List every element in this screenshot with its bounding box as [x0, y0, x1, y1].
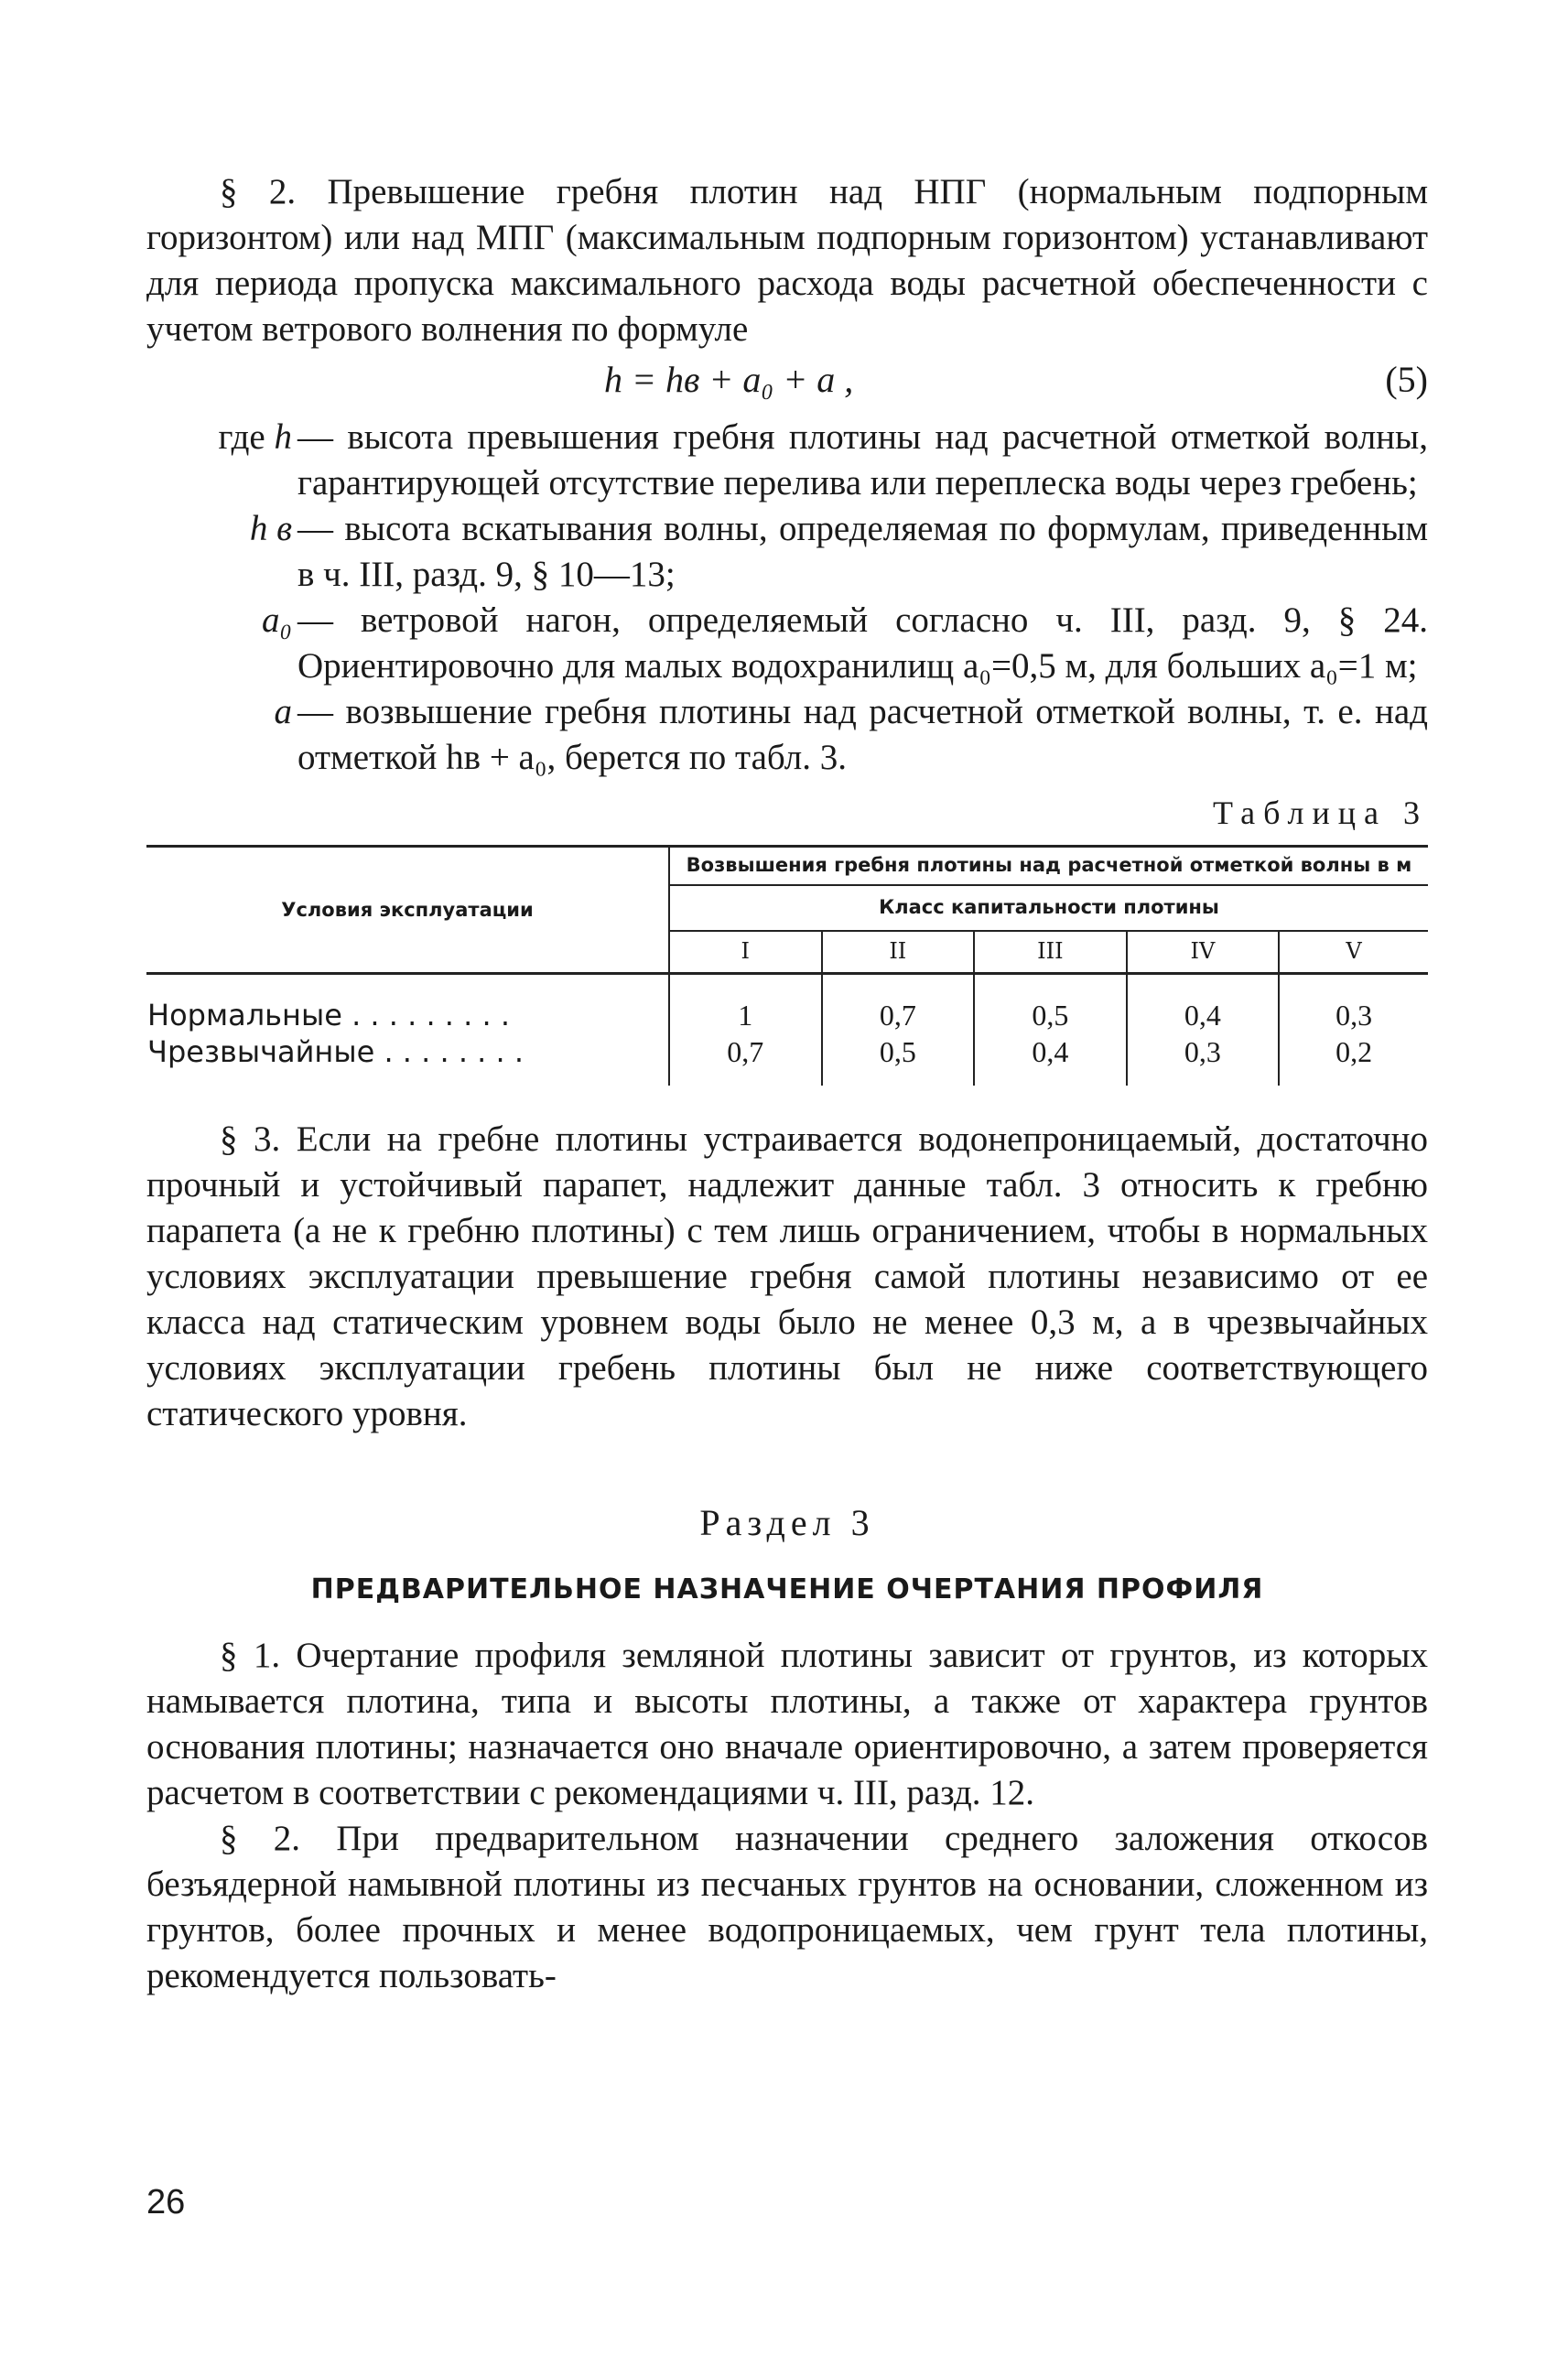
- formula-number: (5): [1385, 359, 1428, 400]
- document-page: [146, 169, 1428, 1999]
- paragraph-3-2: § 2. При предварительном назначении среднего заложения откосов безъядерной намывной плотины из песчаных грунтов на основании, сложенном из грунтов, более прочных и менее водопроницаемых, чем грунт тела плотины, рекомендуется пользовать-: [146, 1819, 1428, 1995]
- section-title: Раздел 3: [699, 1502, 875, 1543]
- table-cell: 1: [738, 999, 753, 1032]
- table-row: [146, 974, 1428, 1086]
- definition-hv: [146, 506, 1428, 598]
- condition-header: Условия эксплуатации: [146, 847, 669, 974]
- class-column-header: I: [741, 938, 751, 964]
- formula-5: [146, 354, 1428, 409]
- class-column-header: II: [822, 931, 975, 974]
- definition-prefix: где: [218, 417, 275, 457]
- definition-symbol: h в: [249, 509, 292, 548]
- table-cell: 0,7: [879, 999, 916, 1032]
- definition-symbol: a₀: [261, 600, 292, 640]
- table-cell: 0,4: [1184, 999, 1221, 1032]
- definition-a: [146, 689, 1428, 781]
- class-column-header: III: [974, 931, 1127, 974]
- paragraph-2-3: § 3. Если на гребне плотины устраивается водонепроницаемый, достаточно прочный и устойчивый парапет, надлежит данные табл. 3 относить к гребню парапета (а не к гребню плотины) с тем лишь ограничением, чтобы в нормальных условиях эксплуатации превышение гребня самой плотины независимо от ее класса над статическим уровнем воды было не менее 0,3 м, а в чрезвычайных условиях эксплуатации гребень плотины был не ниже соответствующего статического уровня.: [146, 1119, 1428, 1433]
- definition-text: — возвышение гребня плотины над расчетной отметкой волны, т. е. над отметкой hв + a₀, берется по табл. 3.: [297, 692, 1428, 777]
- group-header: Возвышения гребня плотины над расчетной отметкой волны в м: [669, 847, 1428, 886]
- class-column-header: IV: [1127, 931, 1280, 974]
- row-label-normal: Нормальные . . . . . . . . .: [147, 998, 510, 1032]
- table-cell: 0,3: [1336, 999, 1373, 1032]
- class-header: Класс капитальности плотины: [669, 885, 1428, 931]
- table-cell: 0,5: [879, 1035, 916, 1068]
- page-number: 26: [146, 2183, 186, 2221]
- table-cell: 0,5: [1032, 999, 1069, 1032]
- definition-h: [146, 415, 1428, 506]
- class-column-header: V: [1279, 931, 1428, 974]
- definition-a0: [146, 598, 1428, 689]
- class-1-values: [669, 974, 822, 1086]
- class-2-values: [822, 974, 975, 1086]
- definitions-list: [146, 415, 1428, 781]
- table-3: [146, 845, 1428, 1086]
- paragraph-2-1: § 2. Превышение гребня плотин над НПГ (нормальным подпорным горизонтом) или над МПГ (максимальным подпорным горизонтом) устанавливают для периода пропуска максимального расхода воды расчетной обеспеченности с учетом ветрового волнения по формуле: [146, 172, 1428, 349]
- definition-symbol: h: [274, 417, 292, 457]
- class-5-values: [1279, 974, 1428, 1086]
- row-labels: [146, 974, 669, 1086]
- class-4-values: [1127, 974, 1280, 1086]
- table-cell: 0,3: [1184, 1035, 1221, 1068]
- section-subtitle: ПРЕДВАРИТЕЛЬНОЕ НАЗНАЧЕНИЕ ОЧЕРТАНИЯ ПРОФИЛЯ: [310, 1573, 1264, 1605]
- definition-text: — ветровой нагон, определяемый согласно ч. III, разд. 9, § 24. Ориентировочно для малых водохранилищ a₀=0,5 м, для больших a₀=1 м;: [297, 600, 1428, 686]
- paragraph-3-1: § 1. Очертание профиля земляной плотины зависит от грунтов, из которых намывается плотина, типа и высоты плотины, а также от характера грунтов основания плотины; назначается оно вначале ориентировочно, а затем проверяется расчетом в соответствии с рекомендациями ч. III, разд. 12.: [146, 1636, 1428, 1812]
- table-cell: 0,4: [1032, 1035, 1069, 1068]
- table-cell: 0,7: [727, 1035, 764, 1068]
- table-cell: 0,2: [1336, 1035, 1373, 1068]
- definition-text: — высота вскатывания волны, определяемая по формулам, приведенным в ч. III, разд. 9, § 10—13;: [297, 509, 1428, 594]
- table-caption: Таблица 3: [1213, 794, 1428, 831]
- definition-symbol: a: [274, 692, 292, 731]
- formula-expression: h = hв + a₀ + a ,: [604, 359, 854, 400]
- definition-text: — высота превышения гребня плотины над расчетной отметкой волны, гарантирующей отсутствие перелива или переплеска воды через гребень;: [297, 417, 1428, 503]
- row-label-emergency: Чрезвычайные . . . . . . . .: [147, 1034, 524, 1069]
- class-3-values: [974, 974, 1127, 1086]
